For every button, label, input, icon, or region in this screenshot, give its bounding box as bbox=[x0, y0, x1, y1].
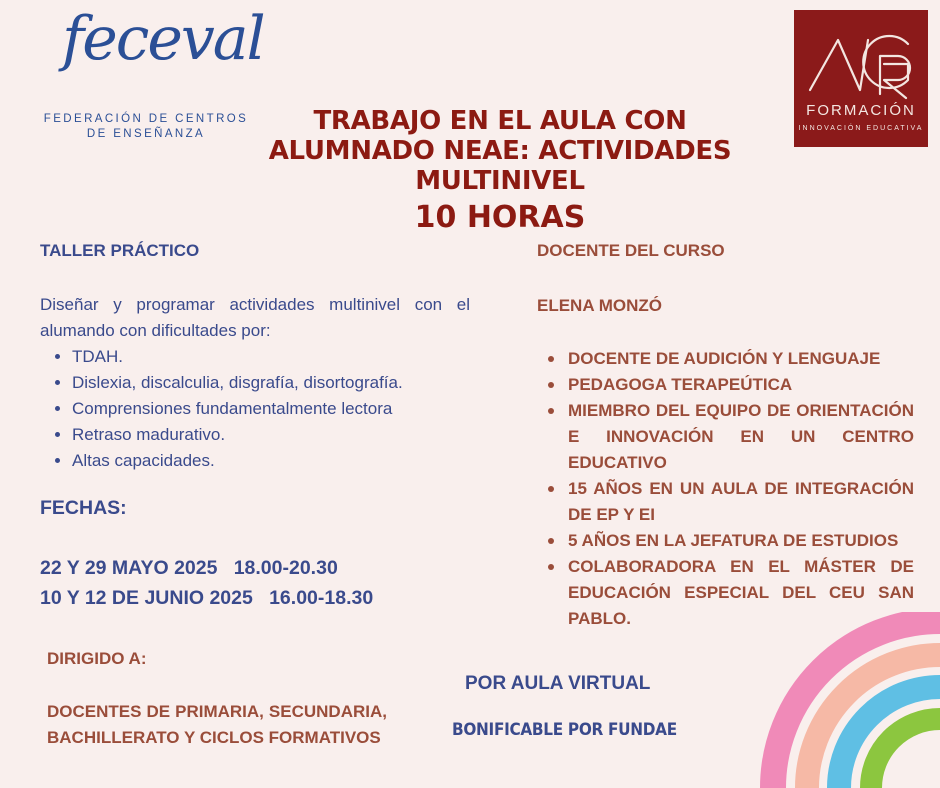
list-item: • TDAH. bbox=[72, 344, 512, 370]
list-item: • Dislexia, discalculia, disgrafía, disortografía. bbox=[72, 370, 512, 396]
list-item: • Altas capacidades. bbox=[72, 448, 512, 474]
title-line-1: TRABAJO EN EL AULA CON bbox=[313, 106, 687, 136]
ngr-logo-subtitle: INNOVACIÓN EDUCATIVA bbox=[798, 125, 924, 132]
ngr-logo-name: FORMACIÓN bbox=[806, 102, 916, 119]
list-item: 15 AÑOS EN UN AULA DE INTEGRACIÓN DE EP Y EI bbox=[568, 476, 914, 528]
feceval-subtitle: FEDERACIÓN DE CENTROS DE ENSEÑANZA bbox=[43, 113, 249, 140]
dates-line-2: 10 Y 12 DE JUNIO 2025 16.00-18.30 bbox=[40, 587, 374, 609]
workshop-intro: Diseñar y programar actividades multinivel con el alumando con dificultades por: bbox=[40, 295, 470, 340]
teacher-name: ELENA MONZÓ bbox=[537, 296, 662, 315]
teacher-credentials-list bbox=[538, 346, 914, 632]
list-item: MIEMBRO DEL EQUIPO DE ORIENTACIÓN E INNOVACIÓN EN UN CENTRO EDUCATIVO bbox=[568, 398, 914, 476]
dates-line-1: 22 Y 29 MAYO 2025 18.00-20.30 bbox=[40, 557, 338, 579]
funding-text: BONIFICABLE POR FUNDAE bbox=[452, 720, 677, 740]
course-hours: 10 HORAS bbox=[414, 200, 586, 235]
modality-text: POR AULA VIRTUAL bbox=[465, 673, 651, 694]
list-item: • Comprensiones fundamentalmente lectora bbox=[72, 396, 512, 422]
page-title bbox=[200, 106, 800, 196]
teacher-label: DOCENTE DEL CURSO bbox=[537, 241, 725, 260]
ngr-monogram-icon bbox=[794, 10, 928, 105]
audience-label: DIRIGIDO A: bbox=[47, 649, 147, 668]
list-item: 5 AÑOS EN LA JEFATURA DE ESTUDIOS bbox=[568, 528, 914, 554]
list-item: PEDAGOGA TERAPEÚTICA bbox=[568, 372, 914, 398]
list-item: COLABORADORA EN EL MÁSTER DE EDUCACIÓN ESPECIAL DEL CEU SAN PABLO. bbox=[568, 554, 914, 632]
title-line-2: ALUMNADO NEAE: ACTIVIDADES MULTINIVEL bbox=[268, 136, 732, 196]
workshop-label: TALLER PRÁCTICO bbox=[40, 241, 200, 260]
rainbow-decoration-icon bbox=[750, 612, 940, 788]
audience-text: DOCENTES DE PRIMARIA, SECUNDARIA, BACHILLERATO Y CICLOS FORMATIVOS bbox=[47, 702, 387, 747]
list-item: DOCENTE DE AUDICIÓN Y LENGUAJE bbox=[568, 346, 914, 372]
feceval-logo: feceval bbox=[62, 4, 264, 74]
workshop-list bbox=[40, 344, 512, 474]
dates-label: FECHAS: bbox=[40, 497, 127, 519]
list-item: • Retraso madurativo. bbox=[72, 422, 512, 448]
